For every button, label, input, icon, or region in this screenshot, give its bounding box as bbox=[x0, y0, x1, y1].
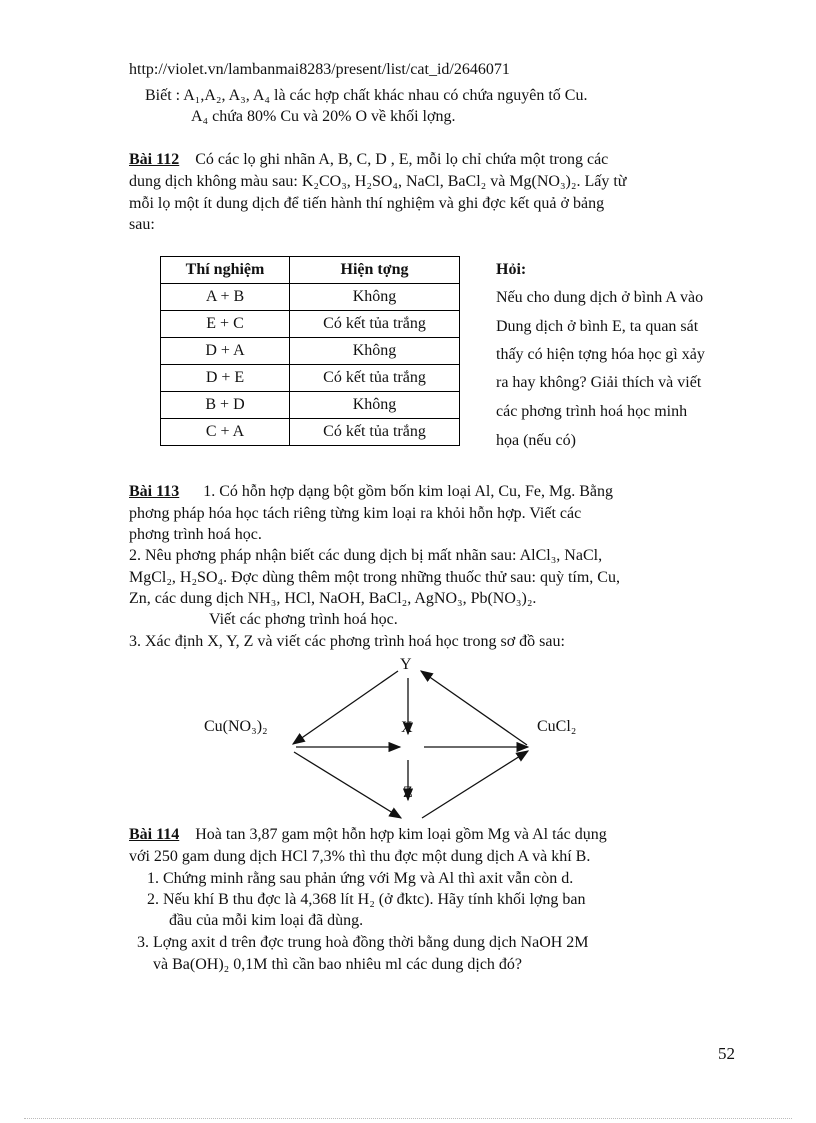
biet-line-2: A₄ chứa 80% Cu và 20% O về khối lợng. bbox=[191, 108, 456, 125]
bai113-line-4: 2. Nêu phơng pháp nhận biết các dung dịch bị mất nhãn sau: AlCl₃, NaCl, bbox=[129, 547, 603, 564]
cell-experiment: A + B bbox=[161, 284, 290, 311]
cell-experiment: E + C bbox=[161, 311, 290, 338]
bai114-line-7: và Ba(OH)₂ 0,1M thì cần bao nhiêu ml các dung dịch đó? bbox=[153, 956, 523, 973]
biet-line-1: Biết : A₁,A₂, A₃, A₄ là các hợp chất khác nhau có chứa nguyên tố Cu. bbox=[145, 87, 588, 104]
bai112-line-3: mỗi lọ một ít dung dịch để tiến hành thí nghiệm và ghi đợc kết quả ở bảng bbox=[129, 195, 605, 212]
cell-phenomenon: Không bbox=[290, 392, 460, 419]
header-hien-tuong: Hiện tợng bbox=[290, 257, 460, 284]
cell-phenomenon: Không bbox=[290, 338, 460, 365]
question-title: Hỏi: bbox=[496, 261, 527, 278]
node-z: Z bbox=[403, 784, 413, 801]
arrow-y-to-left bbox=[293, 671, 398, 744]
node-left: Cu(NO₃)₂ bbox=[204, 718, 268, 735]
source-url[interactable]: http://violet.vn/lambanmai8283/present/list/cat_id/2646071 bbox=[129, 61, 510, 78]
bai114-line-2: với 250 gam dung dịch HCl 7,3% thì thu đợc một dung dịch A và khí B. bbox=[129, 848, 591, 865]
question-line: Nếu cho dung dịch ở bình A vào bbox=[496, 289, 704, 306]
node-y: Y bbox=[400, 656, 412, 673]
bai113-line-3: phơng trình hoá học. bbox=[129, 526, 262, 543]
cell-phenomenon: Có kết tủa trắng bbox=[290, 311, 460, 338]
bai113-line-2: phơng pháp hóa học tách riêng từng kim loại ra khỏi hỗn hợp. Viết các bbox=[129, 505, 582, 522]
bai113-heading: Bài 113 bbox=[129, 483, 180, 500]
cell-experiment: D + E bbox=[161, 365, 290, 392]
arrow-z-to-right bbox=[422, 751, 528, 818]
bai113-line-5: MgCl₂, H₂SO₄. Đợc dùng thêm một trong những thuốc thử sau: quỳ tím, Cu, bbox=[129, 569, 620, 586]
cell-phenomenon: Không bbox=[290, 284, 460, 311]
cell-phenomenon: Có kết tủa trắng bbox=[290, 419, 460, 446]
arrow-right-to-y bbox=[421, 671, 527, 745]
question-line: họa (nếu có) bbox=[496, 432, 576, 449]
bai114-line-5: đầu của mỗi kim loại đã dùng. bbox=[169, 912, 364, 929]
question-line: ra hay không? Giải thích và viết bbox=[496, 374, 702, 391]
bai114-text-1: Hoà tan 3,87 gam một hỗn hợp kim loại gồm Mg và Al tác dụng bbox=[195, 826, 607, 843]
bai113-line-8: 3. Xác định X, Y, Z và viết các phơng trình hoá học trong sơ đồ sau: bbox=[129, 633, 565, 650]
question-line: các phơng trình hoá học minh bbox=[496, 403, 688, 420]
question-line: thấy có hiện tợng hóa học gì xảy bbox=[496, 346, 705, 363]
bai114-line-6: 3. Lợng axit d trên đợc trung hoà đồng thời bằng dung dịch NaOH 2M bbox=[137, 934, 589, 951]
bai113-text-1: 1. Có hỗn hợp dạng bột gồm bốn kim loại Al, Cu, Fe, Mg. Bằng bbox=[203, 483, 614, 500]
bai114-line-4: 2. Nếu khí B thu đợc là 4,368 lít H₂ (ở đktc). Hãy tính khối lợng ban bbox=[147, 891, 586, 908]
bai112-heading: Bài 112 bbox=[129, 151, 180, 168]
bai114-heading: Bài 114 bbox=[129, 826, 180, 843]
bai112-text-1: Có các lọ ghi nhãn A, B, C, D , E, mỗi lọ chỉ chứa một trong các bbox=[195, 151, 609, 168]
bai113-line-6: Zn, các dung dịch NH₃, HCl, NaOH, BaCl₂, AgNO₃, Pb(NO₃)₂. bbox=[129, 590, 537, 607]
question-line: Dung dịch ở bình E, ta quan sát bbox=[496, 318, 699, 335]
bai112-line-2: dung dịch không màu sau: K₂CO₃, H₂SO₄, NaCl, BaCl₂ và Mg(NO₃)₂. Lấy từ bbox=[129, 173, 627, 190]
cell-phenomenon: Có kết tủa trắng bbox=[290, 365, 460, 392]
bai113-line-7: Viết các phơng trình hoá học. bbox=[209, 611, 398, 628]
bai112-line-4: sau: bbox=[129, 216, 155, 233]
page-number: 52 bbox=[718, 1044, 735, 1063]
bai114-line-1 bbox=[129, 825, 607, 845]
bai114-line-3: 1. Chứng minh rằng sau phản ứng với Mg và Al thì axit vẫn còn d. bbox=[147, 870, 574, 887]
node-x: X bbox=[401, 719, 413, 736]
cell-experiment: B + D bbox=[161, 392, 290, 419]
cell-experiment: C + A bbox=[161, 419, 290, 446]
footer-divider bbox=[24, 1118, 792, 1119]
node-right: CuCl₂ bbox=[537, 718, 577, 735]
header-thi-nghiem: Thí nghiệm bbox=[161, 257, 290, 284]
cell-experiment: D + A bbox=[161, 338, 290, 365]
arrow-left-to-z bbox=[294, 752, 401, 818]
